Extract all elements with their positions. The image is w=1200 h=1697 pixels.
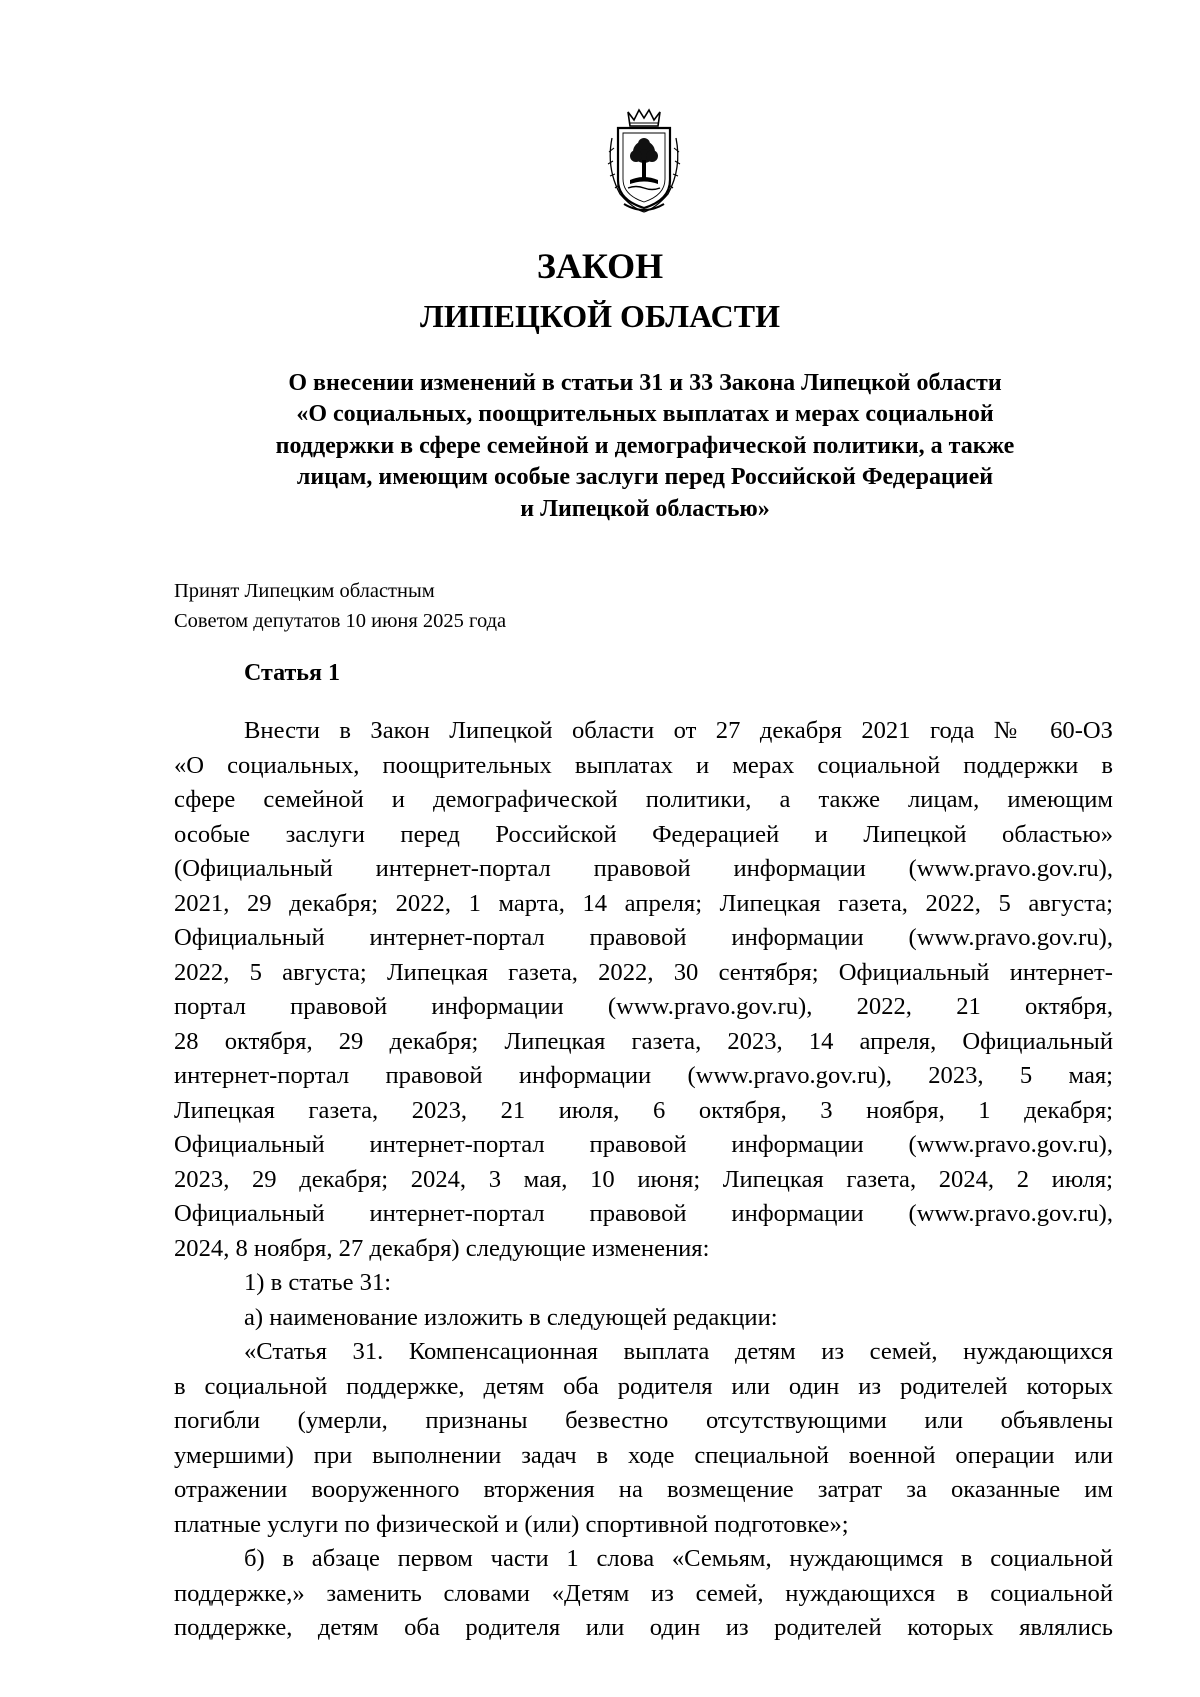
body-line: «Статья 31. Компенсационная выплата детям из семей, нуждающихся (244, 1338, 1113, 1365)
body-line: Официальный интернет-портал правовой информации (www.pravo.gov.ru), (174, 1200, 1113, 1227)
adoption-line: Принят Липецким областным (174, 580, 435, 602)
body-line: отражении вооруженного вторжения на возмещение затрат за оказанные им (174, 1476, 1113, 1503)
crown-icon (628, 110, 660, 126)
law-title: ЗАКОН (536, 246, 664, 286)
body-line: 1) в статье 31: (244, 1269, 392, 1296)
law-subject (200, 368, 1090, 525)
body-line: б) в абзаце первом части 1 слова «Семьям, нуждающимся в социальной (244, 1545, 1113, 1572)
body-line: Липецкая газета, 2023, 21 июля, 6 октября, 3 ноября, 1 декабря; (174, 1096, 1113, 1124)
subject-line: поддержки в сфере семейной и демографической политики, а также (275, 432, 1015, 459)
body-line: (Официальный интернет-портал правовой информации (www.pravo.gov.ru), (174, 855, 1113, 882)
subject-line: О внесении изменений в статьи 31 и 33 Закона Липецкой области (288, 370, 1002, 396)
subject-line: «О социальных, поощрительных выплатах и мерах социальной (296, 401, 994, 428)
body-line: платные услуги по физической и (или) спортивной подготовке»; (174, 1510, 849, 1538)
body-line: Официальный интернет-портал правовой информации (www.pravo.gov.ru), (174, 1131, 1113, 1158)
region-title: ЛИПЕЦКОЙ ОБЛАСТИ (420, 298, 780, 334)
body-line: Официальный интернет-портал правовой информации (www.pravo.gov.ru), (174, 924, 1113, 951)
body-line: сфере семейной и демографической политики, а также лицам, имеющим (174, 786, 1113, 813)
body-line: 2022, 5 августа; Липецкая газета, 2022, 30 сентября; Официальный интернет- (174, 958, 1113, 986)
subject-line: и Липецкой областью» (520, 495, 770, 522)
body-line: поддержке, детям оба родителя или один из родителей которых являлись (174, 1614, 1113, 1641)
body-line: поддержке,» заменить словами «Детям из семей, нуждающихся в социальной (174, 1579, 1113, 1607)
body-line: портал правовой информации (www.pravo.gov.ru), 2022, 21 октября, (174, 993, 1113, 1020)
body-line: «О социальных, поощрительных выплатах и мерах социальной поддержки в (174, 751, 1113, 779)
body-line: 2021, 29 декабря; 2022, 1 марта, 14 апреля; Липецкая газета, 2022, 5 августа; (174, 889, 1113, 917)
adoption-line: Советом депутатов 10 июня 2025 года (174, 610, 507, 632)
subject-line: лицам, имеющим особые заслуги перед Российской Федерацией (296, 464, 994, 491)
body-line: Внести в Закон Липецкой области от 27 декабря 2021 года № 60-ОЗ (244, 717, 1113, 744)
body-line: в социальной поддержке, детям оба родителя или один из родителей которых (174, 1372, 1113, 1400)
coat-of-arms-emblem (598, 108, 690, 214)
adoption-note (174, 576, 506, 636)
body-line: погибли (умерли, признаны безвестно отсутствующими или объявлены (174, 1407, 1113, 1434)
body-line: а) наименование изложить в следующей редакции: (244, 1303, 778, 1331)
body-line: 2024, 8 ноября, 27 декабря) следующие изменения: (174, 1234, 710, 1262)
body-line: особые заслуги перед Российской Федерацией и Липецкой областью» (174, 820, 1113, 848)
article-body (174, 714, 1113, 1646)
article-heading: Статья 1 (244, 660, 340, 686)
body-line: интернет-портал правовой информации (www.pravo.gov.ru), 2023, 5 мая; (174, 1062, 1113, 1089)
body-line: умершими) при выполнении задач в ходе специальной военной операции или (174, 1441, 1113, 1469)
body-line: 28 октября, 29 декабря; Липецкая газета, 2023, 14 апреля, Официальный (174, 1027, 1113, 1055)
body-line: 2023, 29 декабря; 2024, 3 мая, 10 июня; Липецкая газета, 2024, 2 июля; (174, 1165, 1113, 1193)
